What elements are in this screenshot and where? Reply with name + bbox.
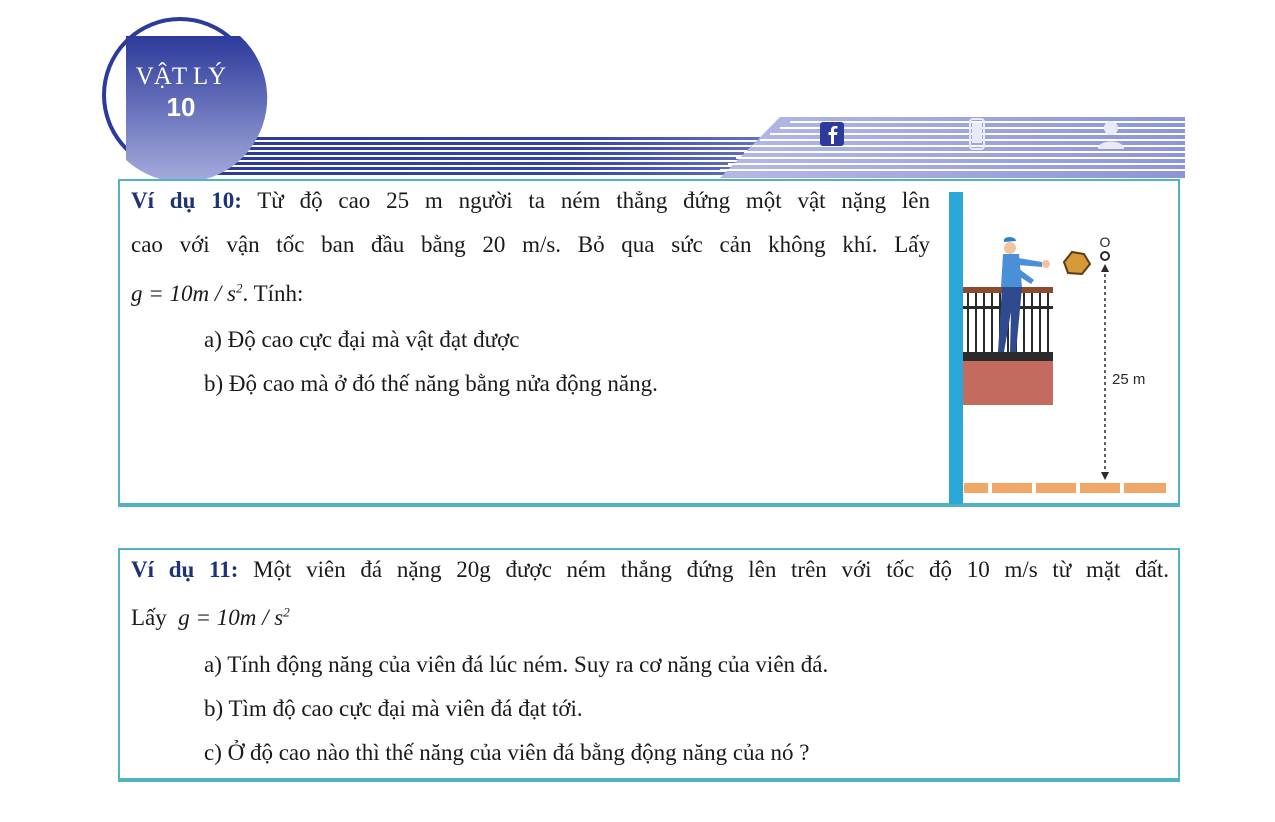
example-11-item-a: a) Tính động năng của viên đá lúc ném. Suy ra cơ năng của viên đá.	[204, 652, 829, 677]
example-11-label: Ví dụ 11:	[131, 557, 239, 582]
rock	[1064, 252, 1090, 274]
example-11-line-2-prefix: Lấy	[131, 605, 167, 630]
gravity-formula: $g = 10m / s^2$	[131, 280, 243, 306]
gravity-formula-2: $g = 10m / s^2$	[178, 604, 290, 630]
wall	[949, 192, 963, 504]
example-10-line-1	[131, 186, 930, 216]
example-10-line-3-suffix: . Tính:	[242, 281, 304, 306]
phone-icon[interactable]	[962, 117, 992, 151]
height-label: 25 m	[1112, 371, 1146, 388]
point-o	[1101, 252, 1109, 260]
throw-illustration	[946, 192, 1172, 506]
subject-title: VẬT LÝ	[135, 63, 227, 90]
user-icon[interactable]	[1096, 117, 1126, 151]
example-10-text-1: Từ độ cao 25 m người ta ném thẳng đứng một vật nặng lên	[257, 188, 930, 213]
example-11-item-c: c) Ở độ cao nào thì thế năng của viên đá bằng động năng của nó ?	[204, 740, 810, 765]
example-10-item-a: a) Độ cao cực đại mà vật đạt được	[204, 327, 520, 352]
example-10-label: Ví dụ 10:	[131, 188, 242, 213]
facebook-icon[interactable]	[818, 117, 848, 151]
example-11-text-1: Một viên đá nặng 20g được ném thẳng đứng lên trên với tốc độ 10 m/s từ mặt đất.	[253, 557, 1169, 582]
page-header	[0, 0, 1275, 180]
example-11-line-1	[131, 555, 1169, 585]
example-10-line-3	[131, 279, 303, 309]
ground-tiles	[964, 483, 1166, 493]
example-10-line-2: cao với vận tốc ban đầu bằng 20 m/s. Bỏ qua sức cản không khí. Lấy	[131, 232, 930, 257]
example-10-item-b: b) Độ cao mà ở đó thế năng bằng nửa động năng.	[204, 371, 658, 396]
grade-number: 10	[166, 92, 196, 122]
point-o-label: O	[1099, 234, 1111, 250]
example-11-line-2	[131, 603, 290, 633]
example-11-item-b: b) Tìm độ cao cực đại mà viên đá đạt tới.	[204, 696, 583, 721]
subject-badge	[128, 62, 234, 122]
